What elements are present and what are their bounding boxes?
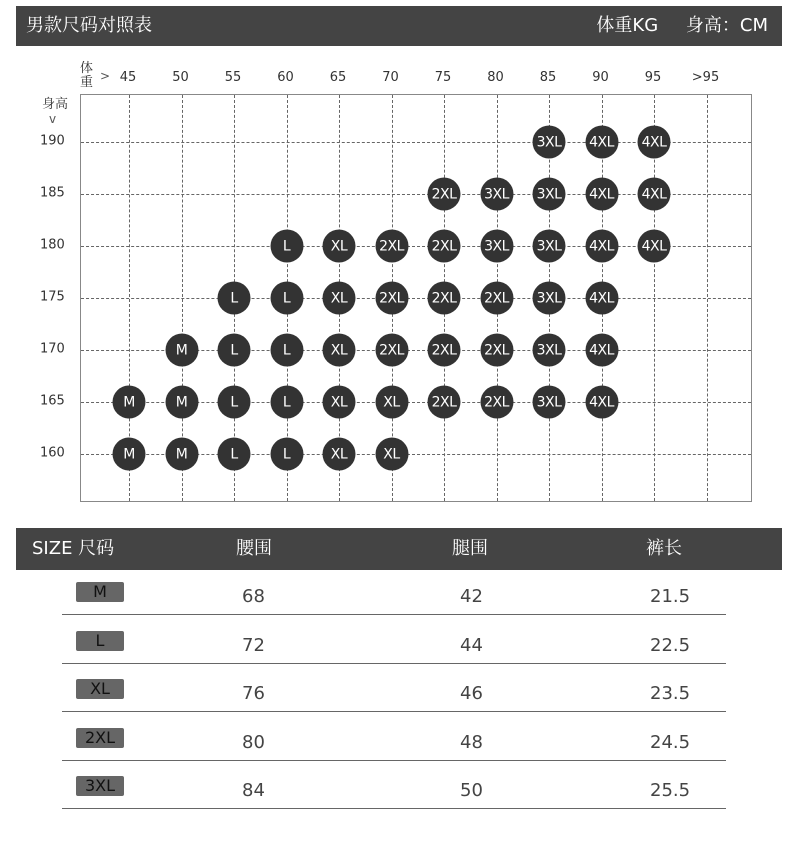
thigh-value: 42 — [460, 586, 483, 607]
thigh-value: 48 — [460, 731, 483, 753]
length-value: 22.5 — [650, 634, 691, 656]
size-dot: 4XL — [585, 386, 618, 419]
length-value: 25.5 — [650, 780, 691, 801]
size-dot: M — [113, 386, 146, 419]
table-row — [62, 712, 726, 761]
size-dot: 2XL — [480, 334, 513, 367]
weight-axis-arrow: > — [100, 69, 111, 83]
size-dot: 3XL — [533, 386, 566, 419]
height-tick: 190 — [40, 133, 65, 149]
size-dot: M — [165, 386, 198, 419]
size-dot: 3XL — [533, 230, 566, 263]
height-tick: 175 — [40, 289, 65, 305]
size-dot: L — [270, 386, 303, 419]
weight-tick: 85 — [539, 70, 557, 85]
weight-tick: 65 — [329, 70, 347, 85]
size-dot: XL — [323, 438, 356, 471]
size-dot: XL — [323, 334, 356, 367]
size-dot: L — [218, 282, 251, 315]
table-row — [62, 615, 726, 664]
table-row — [62, 663, 726, 712]
size-dot: 3XL — [533, 126, 566, 159]
header-waist: 腰围 — [236, 538, 272, 559]
unit-height: 身高：CM — [685, 15, 768, 36]
size-dot: 2XL — [428, 386, 461, 419]
size-dot: L — [270, 438, 303, 471]
size-dot: 3XL — [480, 230, 513, 263]
size-dot: 2XL — [375, 230, 408, 263]
height-tick: 185 — [40, 185, 65, 201]
size-dot: 4XL — [585, 178, 618, 211]
weight-axis-label: 体重 — [80, 61, 94, 90]
size-dot: L — [270, 230, 303, 263]
height-axis-label: 身高 — [42, 97, 69, 112]
size-dot: 4XL — [585, 282, 618, 315]
length-value: 23.5 — [650, 683, 691, 704]
size-dot: 4XL — [585, 334, 618, 367]
length-value: 21.5 — [650, 586, 691, 607]
height-axis-arrow: v — [49, 112, 57, 126]
measure-table-header — [16, 528, 782, 570]
size-dot: M — [165, 334, 198, 367]
size-dot: 4XL — [585, 126, 618, 159]
header-bar — [16, 6, 782, 46]
size-dot: XL — [375, 438, 408, 471]
weight-tick: 90 — [592, 70, 609, 85]
waist-value: 76 — [242, 683, 265, 704]
size-dot: 2XL — [480, 386, 513, 419]
height-tick: 165 — [40, 393, 65, 409]
size-grid — [80, 94, 752, 502]
size-dot: 2XL — [375, 282, 408, 315]
weight-tick: 50 — [172, 70, 189, 85]
thigh-value: 46 — [460, 683, 483, 704]
size-badge: L — [76, 631, 124, 651]
height-tick: 180 — [40, 237, 65, 253]
waist-value: 72 — [242, 634, 265, 656]
size-dot: 2XL — [375, 334, 408, 367]
size-dot: L — [218, 438, 251, 471]
weight-tick: 70 — [382, 70, 399, 85]
size-badge: XL — [76, 679, 124, 699]
size-dot: 3XL — [533, 282, 566, 315]
size-badge: 2XL — [76, 728, 124, 748]
size-dot: L — [270, 334, 303, 367]
table-row — [62, 566, 726, 615]
weight-tick: >95 — [691, 70, 720, 85]
thigh-value: 50 — [460, 780, 483, 801]
waist-value: 80 — [242, 731, 265, 753]
size-dot: 3XL — [533, 178, 566, 211]
weight-tick: 80 — [487, 70, 504, 85]
size-dot: XL — [323, 386, 356, 419]
size-dot: 4XL — [638, 126, 671, 159]
size-dot: L — [270, 282, 303, 315]
height-tick: 160 — [40, 445, 65, 461]
size-dot: M — [165, 438, 198, 471]
header-size: SIZE 尺码 — [32, 538, 115, 559]
size-dot: 3XL — [533, 334, 566, 367]
size-dot: 3XL — [480, 178, 513, 211]
waist-value: 68 — [242, 586, 265, 607]
size-dot: 2XL — [428, 230, 461, 263]
size-dot: XL — [323, 282, 356, 315]
weight-tick: 75 — [434, 70, 452, 85]
weight-tick: 45 — [119, 70, 137, 85]
grid-line-vertical — [707, 95, 708, 501]
page-title: 男款尺码对照表 — [26, 15, 152, 36]
thigh-value: 44 — [460, 634, 483, 656]
size-badge: 3XL — [76, 776, 124, 796]
height-tick: 170 — [40, 341, 65, 357]
weight-tick: 95 — [644, 70, 662, 85]
size-dot: 4XL — [585, 230, 618, 263]
unit-weight: 体重KG — [596, 15, 659, 36]
size-dot: XL — [323, 230, 356, 263]
size-dot: 2XL — [428, 282, 461, 315]
weight-tick: 60 — [277, 70, 294, 85]
size-dot: L — [218, 334, 251, 367]
size-dot: 2XL — [480, 282, 513, 315]
size-dot: M — [113, 438, 146, 471]
size-badge: M — [76, 582, 124, 602]
waist-value: 84 — [242, 780, 265, 801]
header-thigh: 腿围 — [452, 538, 488, 559]
size-dot: 2XL — [428, 334, 461, 367]
size-dot: 2XL — [428, 178, 461, 211]
table-row — [62, 760, 726, 809]
size-dot: XL — [375, 386, 408, 419]
size-dot: 4XL — [638, 178, 671, 211]
header-length: 裤长 — [646, 538, 682, 559]
size-dot: L — [218, 386, 251, 419]
header-units — [574, 6, 768, 46]
length-value: 24.5 — [650, 731, 691, 753]
weight-tick: 55 — [224, 70, 242, 85]
size-dot: 4XL — [638, 230, 671, 263]
